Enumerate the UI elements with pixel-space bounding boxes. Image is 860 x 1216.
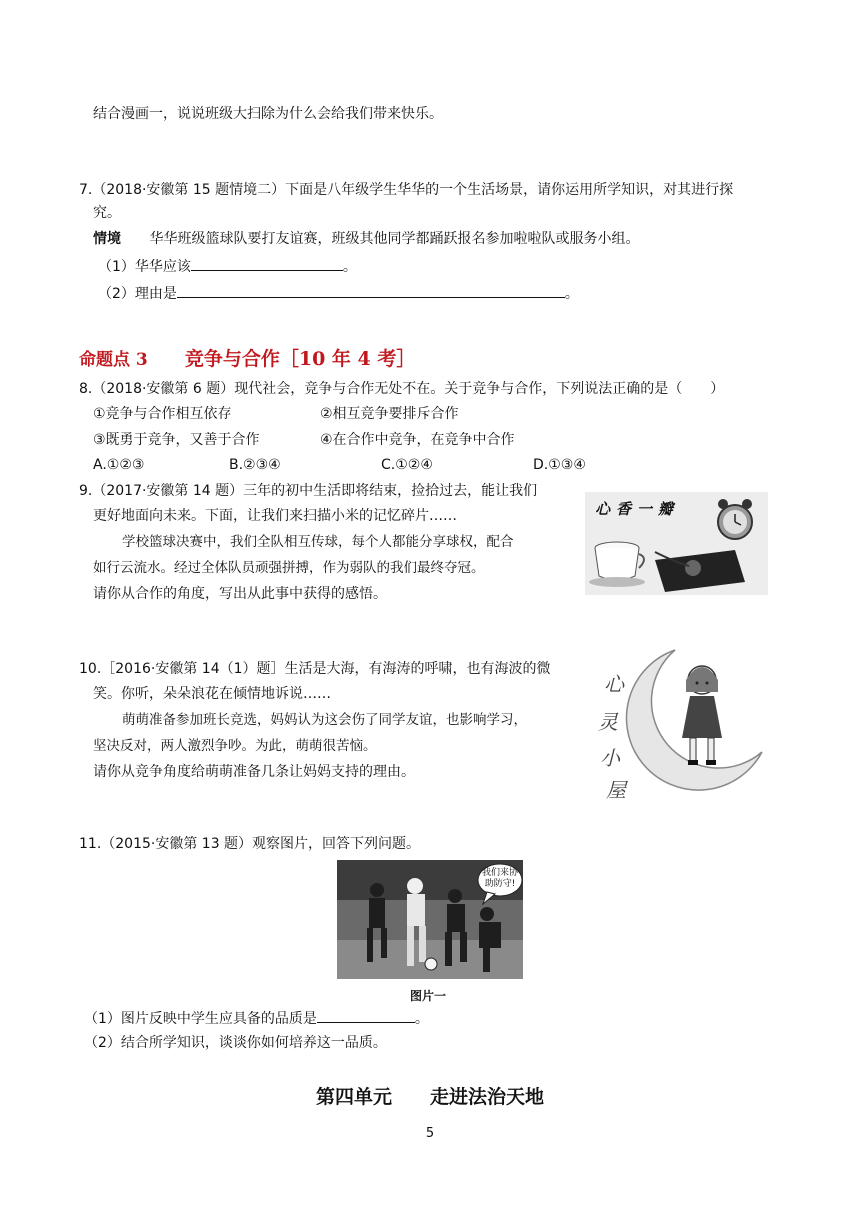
q11-photo <box>337 860 523 979</box>
q8-choice-d[interactable]: D.①③④ <box>533 457 586 473</box>
q11-sub1-prefix: （1）图片反映中学生应具备的品质是 <box>84 1011 317 1027</box>
q7-stem-line1: 7.（2018·安徽第 15 题情境二）下面是八年级学生华华的一个生活场景，请你运用所学知识，对其进行探 <box>79 182 734 198</box>
q11-photo-caption: 图片一 <box>410 989 447 1003</box>
q11-sub2: （2）结合所学知识，谈谈你如何培养这一品质。 <box>84 1035 387 1051</box>
q7-sub2 <box>98 283 579 304</box>
q6-tail-text: 结合漫画一，说说班级大扫除为什么会给我们带来快乐。 <box>93 106 443 122</box>
q11-stem: 11.（2015·安徽第 13 题）观察图片，回答下列问题。 <box>79 836 421 852</box>
q8-stem: 8.（2018·安徽第 6 题）现代社会，竞争与合作无处不在。关于竞争与合作，下列说法正确的是（ ） <box>79 381 725 397</box>
q11-sub1 <box>84 1008 429 1029</box>
rose-icon <box>685 560 701 576</box>
q10-char-4: 屋 <box>606 778 626 802</box>
q9-stem-line2: 更好地面向未来。下面，让我们来扫描小米的记忆碎片…… <box>93 508 457 524</box>
q7-sub2-prefix: （2）理由是 <box>98 286 177 302</box>
q8-choice-c[interactable]: C.①②④ <box>381 457 433 473</box>
q10-story-line2: 坚决反对，两人激烈争吵。为此，萌萌很苦恼。 <box>93 738 377 754</box>
q11-sub1-blank[interactable] <box>317 1008 415 1023</box>
page-number: 5 <box>425 1126 435 1141</box>
q9-story-line1: 学校篮球决赛中，我们全队相互传球，每个人都能分享球权，配合 <box>122 534 514 550</box>
q7-sub1 <box>98 256 357 277</box>
q7-sub1-suffix: 。 <box>342 259 357 275</box>
q10-char-3: 小 <box>600 746 620 770</box>
q8-choice-a[interactable]: A.①②③ <box>93 457 145 473</box>
q11-bubble-text: 我们来协助防守! <box>481 868 518 889</box>
q7-sub1-blank[interactable] <box>191 256 343 271</box>
q10-story-line1: 萌萌准备参加班长竞选，妈妈认为这会伤了同学友谊，也影响学习， <box>122 712 527 728</box>
unit-title: 第四单元 走进法治天地 <box>315 1086 544 1108</box>
q7-stem-line2: 究。 <box>93 205 121 221</box>
q11-sub1-suffix: 。 <box>414 1011 429 1027</box>
q10-stem-line2: 笑。你听，朵朵浪花在倾情地诉说…… <box>93 686 331 702</box>
q7-sub2-suffix: 。 <box>564 286 579 302</box>
q9-story-line2: 如行云流水。经过全体队员顽强拼搏，作为弱队的我们最终夺冠。 <box>93 560 485 576</box>
q9-illustration-caption: 心香一瓣 <box>595 500 680 518</box>
q8-option-2: ②相互竞争要排斥合作 <box>320 406 459 422</box>
q10-char-2: 灵 <box>598 710 618 734</box>
section-label: 命题点 3 <box>79 350 148 370</box>
q7-sub1-prefix: （1）华华应该 <box>98 259 191 275</box>
q9-ask: 请你从合作的角度，写出从此事中获得的感悟。 <box>93 586 387 602</box>
q7-scene <box>93 229 639 249</box>
q8-option-1: ①竞争与合作相互依存 <box>93 406 232 422</box>
q9-illustration <box>585 492 768 595</box>
q10-stem-line1: 10.［2016·安徽第 14（1）题］生活是大海，有海涛的呼啸，也有海波的微 <box>79 661 551 677</box>
q7-scene-label: 情境 <box>93 231 121 247</box>
q10-char-1: 心 <box>604 672 624 696</box>
section-title: 竞争与合作［10 年 4 考］ <box>184 348 416 370</box>
q9-stem-line1: 9.（2017·安徽第 14 题）三年的初中生活即将结束，捡拾过去，能让我们 <box>79 483 538 499</box>
q7-sub2-blank[interactable] <box>177 283 565 298</box>
q8-option-3: ③既勇于竞争，又善于合作 <box>93 432 260 448</box>
q7-scene-text: 华华班级篮球队要打友谊赛，班级其他同学都踊跃报名参加啦啦队或服务小组。 <box>149 231 640 247</box>
q8-choice-b[interactable]: B.②③④ <box>229 457 281 473</box>
q10-ask: 请你从竞争角度给萌萌准备几条让妈妈支持的理由。 <box>93 764 415 780</box>
section-heading <box>79 344 415 371</box>
q8-option-4: ④在合作中竞争，在竞争中合作 <box>320 432 515 448</box>
soccer-ball-icon <box>425 958 437 970</box>
q10-illustration <box>590 640 768 800</box>
